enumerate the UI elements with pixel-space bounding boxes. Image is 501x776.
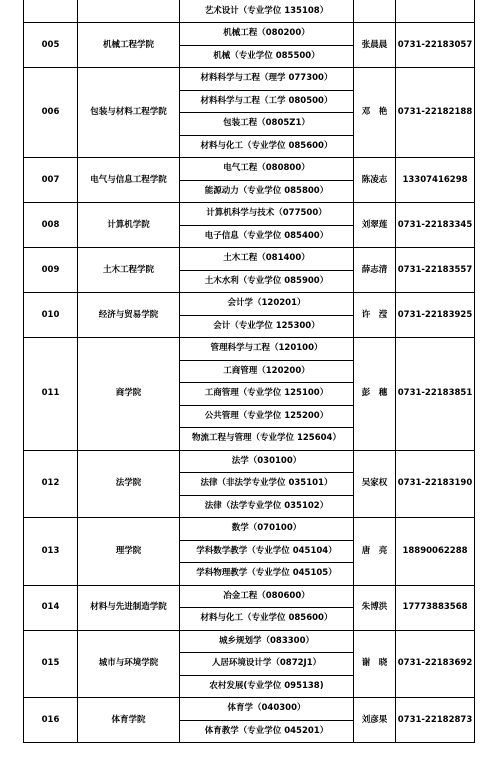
major-cell: 材料与化工（专业学位 085600） [180,608,354,631]
contact-person: 薛志清 [354,248,396,293]
contact-phone: 0731-22182873 [396,698,475,743]
college-name [78,0,180,23]
major-cell: 城乡规划学（083300） [180,630,354,653]
major-cell: 机械工程（080200） [180,23,354,46]
college-name: 经济与贸易学院 [78,293,180,338]
contact-phone: 17773883568 [396,585,475,630]
contact-phone: 0731-22183851 [396,338,475,451]
major-cell: 材料科学与工程（工学 080500） [180,90,354,113]
major-cell: 物流工程与管理（专业学位 125604） [180,428,354,451]
table-row [24,203,475,226]
major-cell: 人居环境设计学（0872J1） [180,653,354,676]
major-cell: 会计学（120201） [180,293,354,316]
major-cell: 学科数学教学（专业学位 045104） [180,540,354,563]
college-code: 015 [24,630,78,698]
major-cell: 法律（非法学专业学位 035101） [180,473,354,496]
table-row [24,518,475,541]
major-cell: 土木水利（专业学位 085900） [180,270,354,293]
major-cell: 电气工程（080800） [180,158,354,181]
contact-person: 彭 穗 [354,338,396,451]
college-code: 008 [24,203,78,248]
table-row [24,630,475,653]
college-name: 包装与材料工程学院 [78,68,180,158]
college-code: 013 [24,518,78,586]
major-cell: 计算机科学与技术（077500） [180,203,354,226]
college-name: 电气与信息工程学院 [78,158,180,203]
college-name: 机械工程学院 [78,23,180,68]
college-name: 理学院 [78,518,180,586]
major-cell: 土木工程（081400） [180,248,354,271]
enrollment-table [23,0,474,760]
contact-phone: 0731-22182188 [396,68,475,158]
major-cell: 学科物理教学（专业学位 045105） [180,563,354,586]
contact-phone: 0731-22183345 [396,203,475,248]
table-row [24,450,475,473]
contact-phone: 0731-22183925 [396,293,475,338]
contact-person: 唐 亮 [354,518,396,586]
college-code: 007 [24,158,78,203]
contact-phone: 0731-22183057 [396,23,475,68]
college-name: 商学院 [78,338,180,451]
table-row [24,158,475,181]
college-code: 006 [24,68,78,158]
college-code: 011 [24,338,78,451]
major-cell: 数学（070100） [180,518,354,541]
contact-person: 邓 艳 [354,68,396,158]
table-body [24,0,475,743]
major-cell: 机械（专业学位 085500） [180,45,354,68]
major-cell: 材料与化工（专业学位 085600） [180,135,354,158]
contact-person: 吴家权 [354,450,396,518]
major-cell: 法律（法学专业学位 035102） [180,495,354,518]
contact-phone: 0731-22183190 [396,450,475,518]
table-row [24,698,475,721]
major-cell: 体育学（040300） [180,698,354,721]
table-row [24,248,475,271]
college-name: 土木工程学院 [78,248,180,293]
college-code: 016 [24,698,78,743]
major-cell: 艺术设计（专业学位 135108） [180,0,354,23]
major-cell: 法学（030100） [180,450,354,473]
contact-phone [396,0,475,23]
major-cell: 体育教学（专业学位 045201） [180,720,354,743]
contact-person: 刘翠莲 [354,203,396,248]
contact-phone: 0731-22183557 [396,248,475,293]
major-cell: 公共管理（专业学位 125200） [180,405,354,428]
contact-person: 许 滢 [354,293,396,338]
table-row [24,0,475,23]
major-cell: 冶金工程（080600） [180,585,354,608]
contact-phone: 13307416298 [396,158,475,203]
contact-person [354,0,396,23]
college-code [24,0,78,23]
college-name: 法学院 [78,450,180,518]
college-contact-table [23,0,475,743]
table-row [24,338,475,361]
contact-person: 朱博洪 [354,585,396,630]
table-row [24,23,475,46]
major-cell: 工商管理（120200） [180,360,354,383]
college-code: 005 [24,23,78,68]
major-cell: 会计（专业学位 125300） [180,315,354,338]
major-cell: 工商管理（专业学位 125100） [180,383,354,406]
college-name: 材料与先进制造学院 [78,585,180,630]
contact-phone: 0731-22183692 [396,630,475,698]
college-name: 计算机学院 [78,203,180,248]
major-cell: 能源动力（专业学位 085800） [180,180,354,203]
table-row [24,293,475,316]
major-cell: 包装工程（0805Z1） [180,113,354,136]
contact-person: 刘彦果 [354,698,396,743]
major-cell: 农村发展(专业学位 095138) [180,675,354,698]
contact-person: 陈凌志 [354,158,396,203]
table-row [24,585,475,608]
major-cell: 电子信息（专业学位 085400） [180,225,354,248]
college-code: 012 [24,450,78,518]
college-name: 城市与环境学院 [78,630,180,698]
contact-person: 张晨晨 [354,23,396,68]
major-cell: 管理科学与工程（120100） [180,338,354,361]
college-code: 014 [24,585,78,630]
college-code: 010 [24,293,78,338]
college-name: 体育学院 [78,698,180,743]
contact-phone: 18890062288 [396,518,475,586]
contact-person: 谢 晓 [354,630,396,698]
table-row [24,68,475,91]
major-cell: 材料科学与工程（理学 077300） [180,68,354,91]
college-code: 009 [24,248,78,293]
